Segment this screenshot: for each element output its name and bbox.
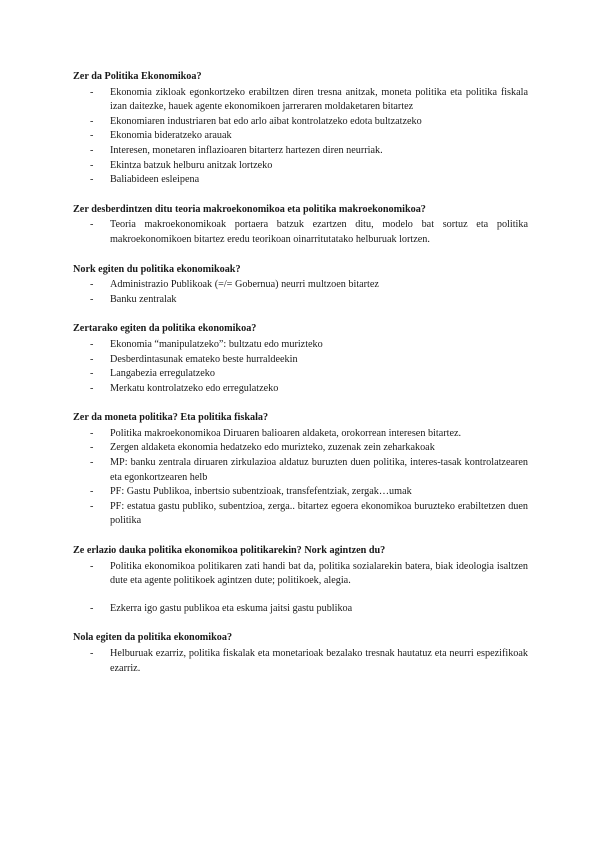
answer-item: - Baliabideen esleipena [73,173,528,188]
answer-item: - Ekintza batzuk helburu anitzak lortzeko [73,159,528,174]
answer-item: - Administrazio Publikoak (=/= Gobernua) neurri multzoen bitartez [73,278,528,293]
answer-item: - Desberdintasunak emateko beste hurraldeekin [73,353,528,368]
question-section [73,263,528,308]
answer-list [73,338,528,396]
answer-item: - Helburuak ezarriz, politika fiskalak eta monetarioak bezalako tresnak hautatuz eta neurri espezifikoak ezarriz. [73,647,528,676]
answer-item: - PF: Gastu Publikoa, inbertsio subentzioak, transfefentziak, zergak…umak [73,485,528,500]
answer-item: - Langabezia erregulatzeko [73,367,528,382]
answer-item: - Ekonomia bideratzeko arauak [73,129,528,144]
answer-list [73,427,528,529]
question-section [73,411,528,529]
answer-item: - Politika ekonomikoa politikaren zati handi bat da, politika sozialarekin batera, biak ideologia isaltzen dute eta agente politikoek agintzen dute; politikoek, alegia. [73,560,528,589]
document-body [73,70,528,676]
question-section [73,544,528,616]
answer-list [73,278,528,307]
answer-item: - Ekonomiaren industriaren bat edo arlo aibat kontrolatzeko edota bultzatzeko [73,115,528,130]
answer-item: - PF: estatua gastu publiko, subentzioa, zerga.. bitartez egoera ekonomikoa buruzteko erabiltetzen duen politika [73,500,528,529]
question-heading: Zer desberdintzen ditu teoria makroekonomikoa eta politika makroekonomikoa? [73,203,426,215]
answer-item: - Merkatu kontrolatzeko edo erregulatzeko [73,382,528,397]
question-heading: Zer da moneta politika? Eta politika fiskala? [73,412,269,424]
question-section [73,203,528,248]
answer-item: - Banku zentralak [73,293,528,308]
answer-list [73,647,528,676]
question-heading: Zer da Politika Ekonomikoa? [73,71,202,82]
answer-item: - Interesen, monetaren inflazioaren bitarterz hartezen diren neurriak. [73,144,528,159]
answer-item: - Zergen aldaketa ekonomia hedatzeko edo murizteko, zuzenak zein zeharkakoak [73,441,528,456]
answer-item: - Ekonomia “manipulatzeko”: bultzatu edo murizteko [73,338,528,353]
question-section [73,631,528,676]
question-heading: Ze erlazio dauka politika ekonomikoa politikarekin? Nork agintzen du? [73,545,386,557]
answer-item: - Teoria makroekonomikoak portaera batzuk ezartzen ditu, modelo bat sortuz eta politika makroekonomikoen bitartez eredu teorikoan oinarritutatako helburuak lortzen. [73,218,528,247]
answer-list [73,560,528,617]
answer-item: - MP: banku zentrala diruaren zirkulazioa aldatuz buruzten duen politika, interes-tasak kontrolatzearen eta egonkortzearen helb [73,456,528,485]
document-page [73,70,528,691]
question-heading: Nola egiten da politika ekonomikoa? [73,632,233,644]
question-heading: Zertarako egiten da politika ekonomikoa? [73,323,257,335]
answer-item: - Politika makroekonomikoa Diruaren balioaren aldaketa, orokorrean interesen bitartez. [73,427,528,442]
question-section [73,322,528,396]
answer-list [73,86,528,188]
question-section [73,70,528,188]
answer-item: - Ezkerra igo gastu publikoa eta eskuma jaitsi gastu publikoa [73,602,528,617]
answer-list [73,218,528,247]
answer-item: - Ekonomia zikloak egonkortzeko erabiltzen diren tresna anitzak, moneta politika eta politika fiskala izan daitezke, hauek agente ekonomikoen jarreraren moldaketaren bitartez [73,86,528,115]
question-heading: Nork egiten du politika ekonomikoak? [73,263,241,275]
